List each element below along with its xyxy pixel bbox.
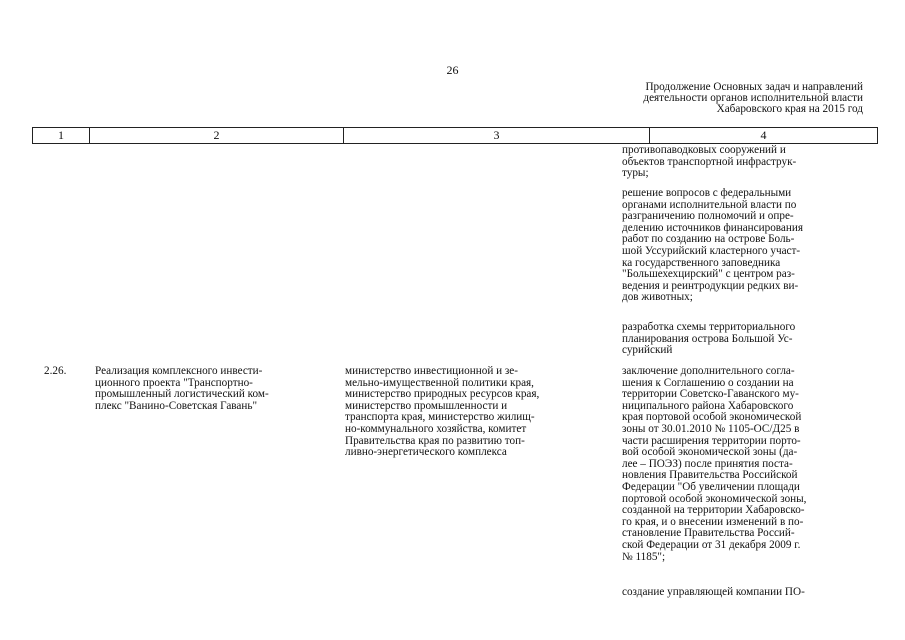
text-line: создание управляющей компании ПО- [622, 586, 805, 598]
text-line: делению источников финансирования [622, 221, 804, 234]
task-text [95, 366, 325, 412]
direction-item [622, 322, 877, 357]
text-line: транспорта края, министерство жилищ- [345, 411, 535, 424]
text-line: части расширения территории порто- [622, 434, 801, 447]
text-line: но-коммунального хозяйства, комитет [345, 422, 527, 435]
text-line: шой Уссурийский кластерного участ- [622, 244, 801, 257]
continuation-title-line: Продолжение Основных задач и направлений [645, 81, 863, 93]
text-line: плекс "Ванино-Советская Гавань" [95, 399, 258, 412]
text-line: созданной на территории Хабаровско- [622, 504, 805, 517]
text-line: "Большехехцирский" с центром раз- [622, 268, 795, 281]
table-header-cell: 3 [344, 128, 650, 143]
text-line: портовой особой экономической зоны, [622, 492, 807, 505]
text-line: шения к Соглашению о создании на [622, 376, 794, 389]
text-line: противопаводковых сооружений и [622, 144, 786, 156]
text-line: разграничению полномочий и опре- [622, 210, 794, 223]
text-line: ливно-энергетического комплекса [345, 446, 507, 459]
table-header-cell: 1 [33, 128, 90, 143]
direction-item [622, 188, 877, 304]
text-line: № 1185"; [622, 550, 666, 563]
text-line: министерство природных ресурсов края, [345, 388, 540, 401]
text-line: промышленный логистический ком- [95, 388, 269, 401]
text-line: заключение дополнительного согла- [622, 365, 795, 377]
text-line: ционного проекта "Транспортно- [95, 376, 253, 389]
text-line: вой особой экономической зоны (да- [622, 446, 798, 459]
text-line: органами исполнительной власти по [622, 198, 797, 211]
text-line: министерство инвестиционной и зе- [345, 365, 518, 377]
text-line: работ по созданию на острове Боль- [622, 233, 795, 246]
continuation-title-line: деятельности органов исполнительной власти [643, 92, 863, 104]
text-line: туры; [622, 167, 649, 180]
text-line: объектов транспортной инфраструк- [622, 155, 797, 168]
text-line: дов животных; [622, 291, 693, 304]
text-line: края портовой особой экономической [622, 411, 802, 424]
text-line: ведения и реинтродукции редких ви- [622, 279, 799, 292]
direction-item [622, 366, 877, 563]
text-line: мельно-имущественной политики края, [345, 376, 534, 389]
text-line: решение вопросов с федеральными [622, 187, 792, 199]
text-line: разработка схемы территориального [622, 321, 796, 333]
text-line: новления Правительства Российской [622, 469, 798, 482]
table-header-cell: 2 [90, 128, 344, 143]
text-line: ниципального района Хабаровского [622, 399, 794, 412]
direction-item [622, 145, 877, 180]
text-line: зоны от 30.01.2010 № 1105-ОС/Д25 в [622, 422, 800, 435]
row-number: 2.26. [44, 365, 67, 377]
text-line: Федерации "Об увеличении площади [622, 480, 800, 493]
direction-item [622, 587, 877, 599]
text-line: сурийский [622, 344, 673, 357]
text-line: территории Советско-Гаванского му- [622, 388, 799, 401]
table-header-row [32, 127, 878, 144]
text-line: ка государственного заповедника [622, 256, 781, 269]
text-line: становление Правительства Россий- [622, 527, 795, 540]
text-line: лее – ПОЭЗ) после принятия поста- [622, 457, 793, 470]
text-line: планирования острова Большой Ус- [622, 332, 793, 345]
table-header-cell: 4 [760, 128, 767, 142]
continuation-title-line: Хабаровского края на 2015 год [716, 103, 863, 115]
text-line: Правительства края по развитию топ- [345, 434, 525, 447]
text-line: ской Федерации от 31 декабря 2009 г. [622, 538, 801, 551]
text-line: Реализация комплексного инвести- [95, 365, 263, 377]
responsible-text [345, 366, 615, 459]
page-number: 26 [446, 63, 459, 77]
text-line: го края, и о внесении изменений в по- [622, 515, 804, 528]
continuation-title [563, 82, 863, 115]
text-line: министерство промышленности и [345, 399, 508, 412]
